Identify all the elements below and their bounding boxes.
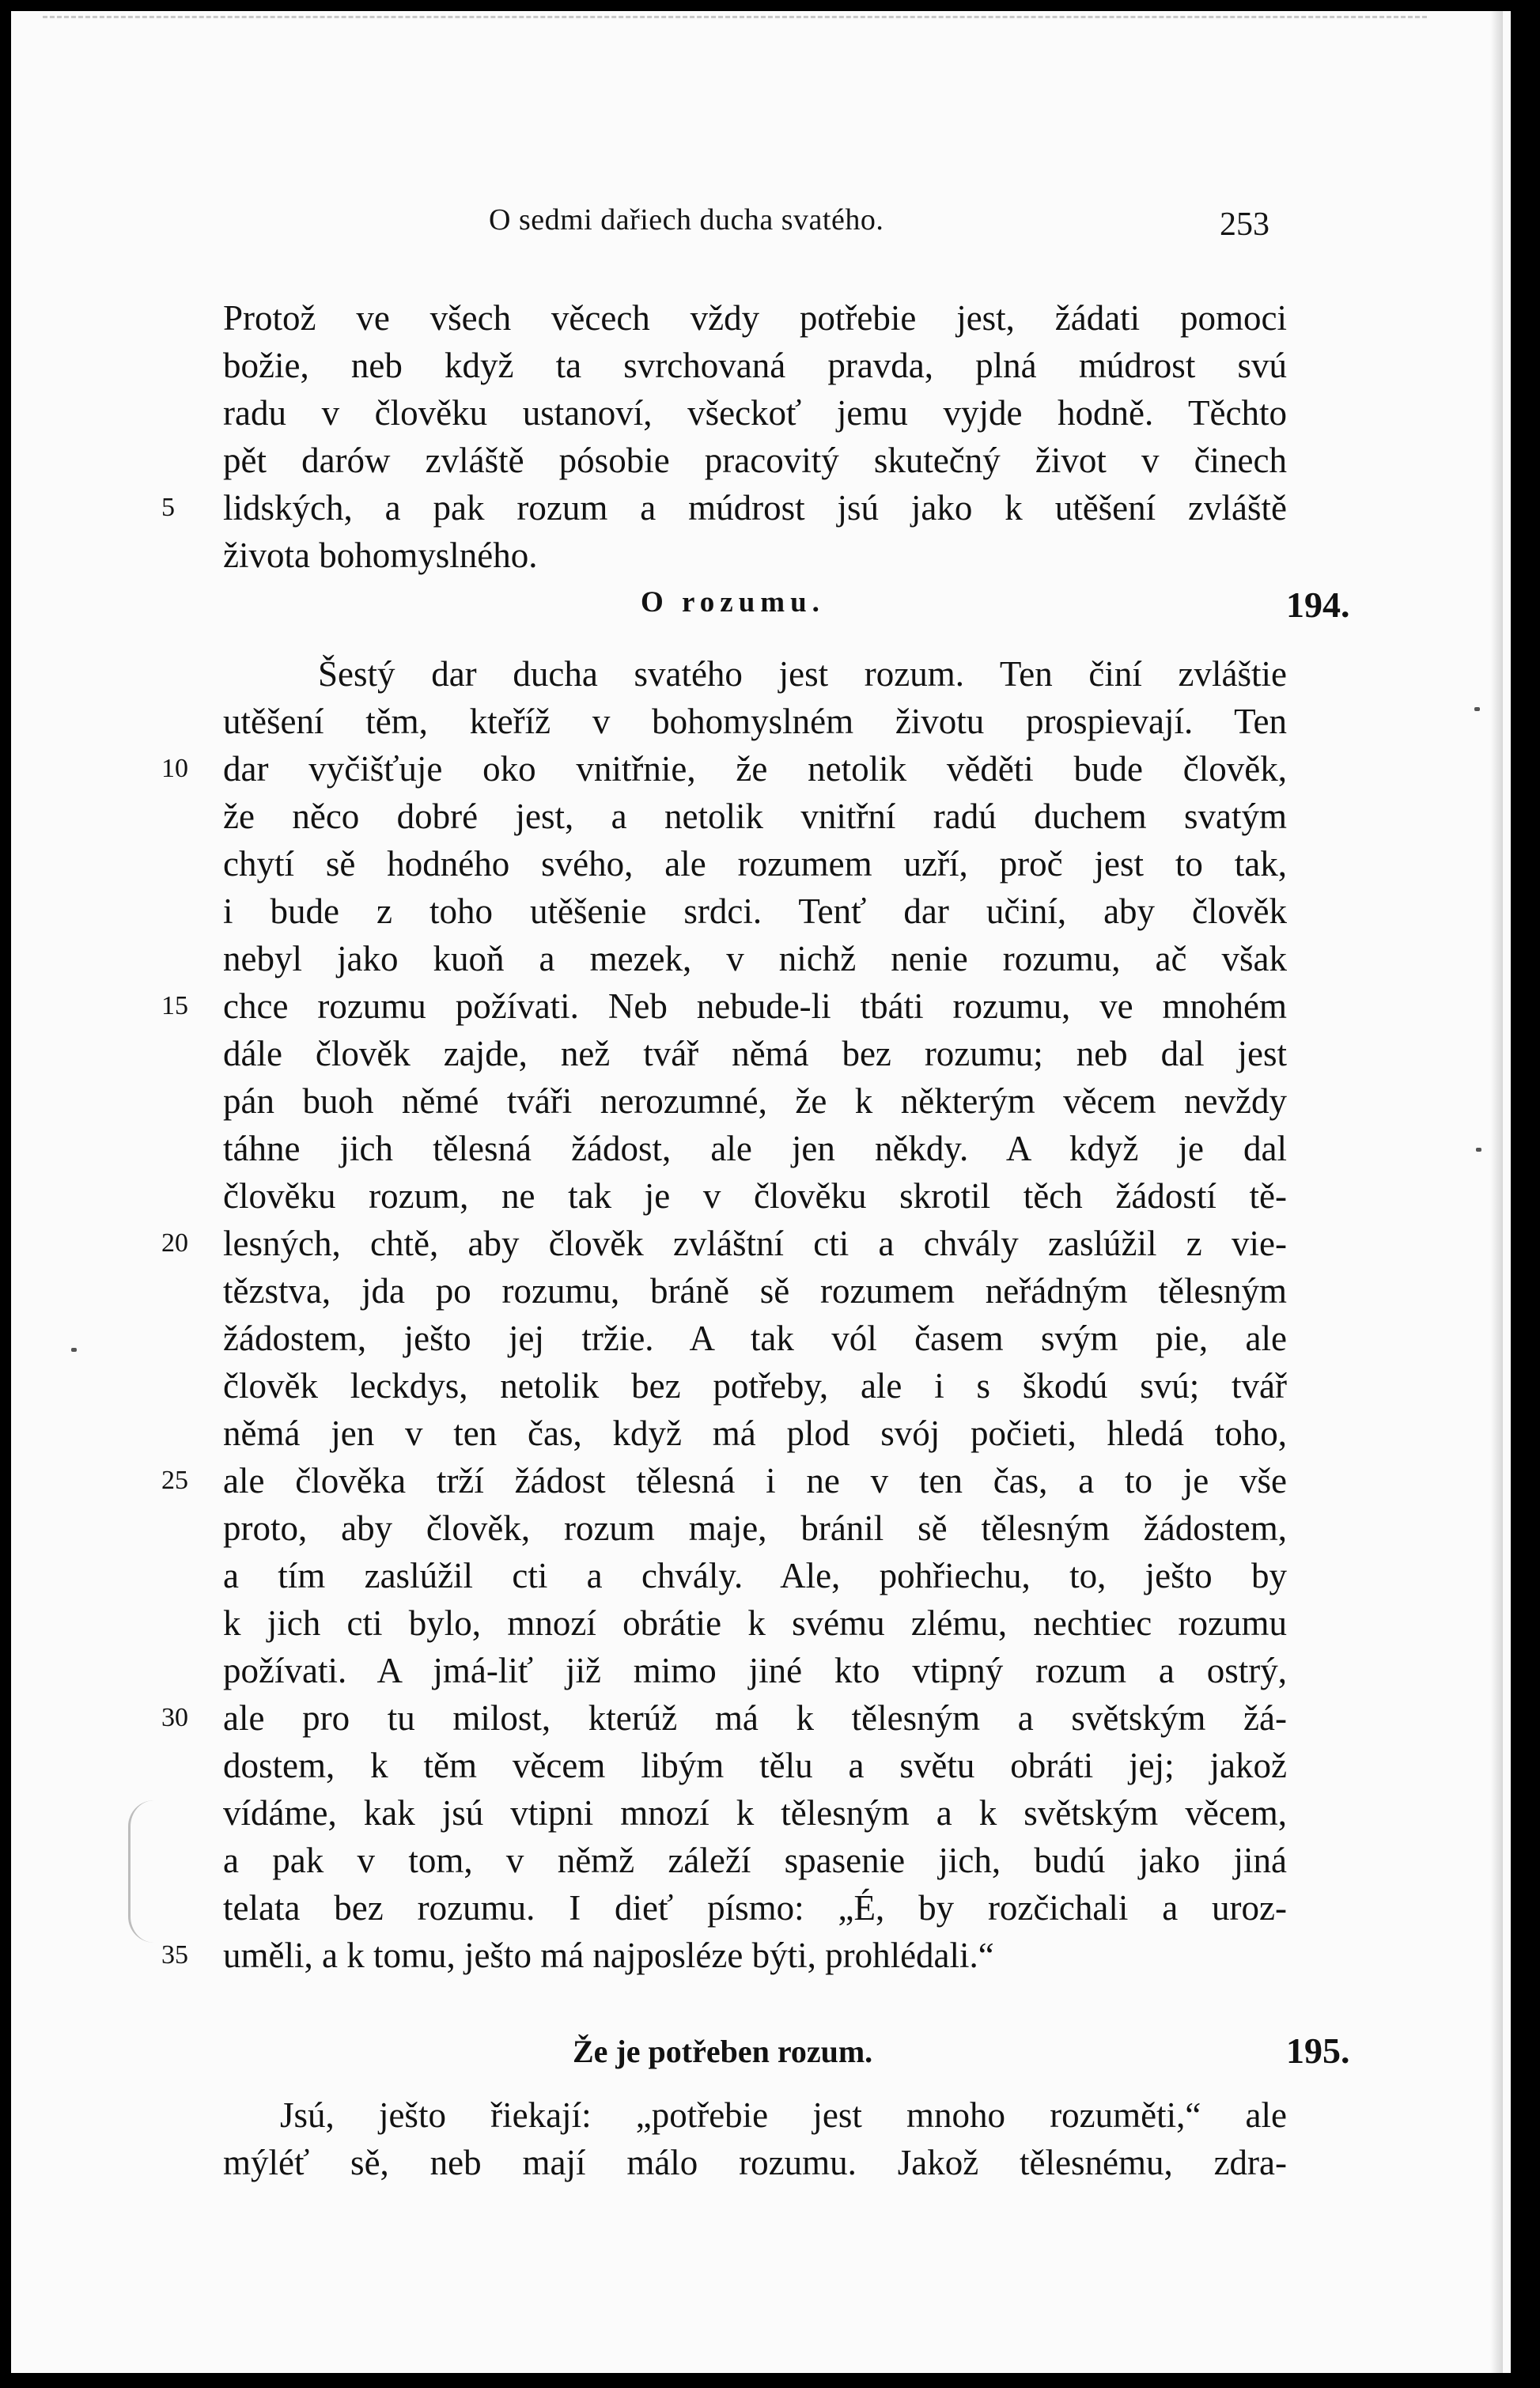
running-title: O sedmi dařiech ducha svatého. [489, 203, 884, 237]
section-title: O rozumu. [641, 586, 825, 619]
text-line: radu v člověku ustanoví, všeckoť jemu vyjde hodně. Těchto [223, 393, 1287, 433]
text-line: uměli, a k tomu, ještо má najposléze býti, prohlédali.“ [223, 1936, 994, 1975]
text-line: Protož ve všech věcech vždy potřebie jest, žádati pomoci [223, 298, 1287, 338]
text-line: a pak v tom, v němž záleží spasenie jich, budú jako jiná [223, 1841, 1287, 1880]
text-line: božie, neb když ta svrchovaná pravda, plná múdrost svú [223, 346, 1287, 385]
text-line: dostem, k těm věcem libým tělu a světu obráti jej; jakož [223, 1746, 1287, 1785]
text-line: žádostem, ještо jej tržie. A tak vól časem svým pie, ale [223, 1319, 1287, 1358]
section-number: 195. [1286, 2030, 1350, 2071]
line-number: 25 [161, 1466, 188, 1495]
text-line: němá jen v ten čas, když má plod svój počieti, hledá toho, [223, 1413, 1287, 1453]
text-line: utěšení těm, kteříž v bohomyslném životu prospievají. Ten [223, 702, 1287, 741]
line-number: 10 [161, 754, 188, 783]
line-number: 5 [161, 493, 175, 522]
text-line: že něco dobré jest, a netolik vnitřní radú duchem svatým [223, 797, 1287, 836]
line-number: 30 [161, 1703, 188, 1732]
text-line: člověk leckdys, netolik bez potřeby, ale i s škodú svú; tvář [223, 1366, 1287, 1406]
line-number: 15 [161, 991, 188, 1020]
text-line: lidských, a pak rozum a múdrost jsú jako k utěšení zvláště [223, 488, 1287, 528]
text-line: Jsú, ještо řiekají: „potřebie jest mnoho rozuměti,“ ale [280, 2095, 1287, 2135]
text-line: pán buoh němé tváři nerozumné, že k některým věcem nevždy [223, 1081, 1287, 1121]
text-line: Šestý dar ducha svatého jest rozum. Ten činí zvláštie [318, 654, 1287, 694]
line-number: 35 [161, 1940, 188, 1970]
body-text [11, 11, 1511, 2373]
text-line: nebyl jako kuoň a mezek, v nichž nenie rozumu, ač však [223, 939, 1287, 978]
text-line: ale člověka trží žádost tělesná i ne v ten čas, a to je vše [223, 1461, 1287, 1501]
text-line: k jich cti bylo, mnozí obrátie k svému zlému, nechtiec rozumu [223, 1603, 1287, 1643]
text-line: proto, aby člověk, rozum maje, bránil sě tělesným žádostem, [223, 1508, 1287, 1548]
text-line: života bohomyslného. [223, 536, 538, 575]
text-line: člověku rozum, ne tak je v člověku skrotil těch žádostí tě- [223, 1176, 1287, 1216]
text-line: i bude z toho utěšenie srdci. Tenť dar učiní, aby člověk [223, 891, 1287, 931]
text-line: pět darów zvláště pósobie pracovitý skutečný život v činech [223, 441, 1287, 480]
section-number: 194. [1286, 585, 1350, 625]
text-line: dar vyčišťuje oko vnitřnie, že netolik věděti bude člověk, [223, 749, 1287, 789]
text-line: dále člověk zajde, než tvář němá bez rozumu; neb dal jest [223, 1034, 1287, 1073]
section-title: Že je potřeben rozum. [573, 2034, 873, 2069]
text-line: lesných, chtě, aby člověk zvláštní cti a chvály zaslúžil z vie- [223, 1224, 1287, 1263]
text-line: chce rozumu požívati. Neb nebude-li tbáti rozumu, ve mnohém [223, 986, 1287, 1026]
text-line: požívati. A jmá-liť již mimo jiné kto vtipný rozum a ostrý, [223, 1651, 1287, 1690]
text-line: a tím zaslúžil cti a chvály. Ale, pohřiechu, to, ještо by [223, 1556, 1287, 1595]
book-page [11, 11, 1511, 2373]
text-line: telata bez rozumu. I dieť písmo: „É, by rozčichali a uroz- [223, 1888, 1287, 1928]
text-line: táhne jich tělesná žádost, ale jen někdy. A když je dal [223, 1129, 1287, 1168]
text-line: vídáme, kak jsú vtipni mnozí k tělesným a k světským věcem, [223, 1793, 1287, 1833]
text-line: tězstva, jda po rozumu, bráně sě rozumem neřádným tělesným [223, 1271, 1287, 1311]
line-number: 20 [161, 1228, 188, 1258]
text-line: mýléť sě, neb mají málo rozumu. Jakož tělesnému, zdra- [223, 2143, 1287, 2182]
text-line: chytí sě hodného svého, ale rozumem uzří, proč jest to tak, [223, 844, 1287, 884]
page-number: 253 [1220, 206, 1269, 243]
text-line: ale pro tu milost, kterúž má k tělesným a světským žá- [223, 1698, 1287, 1738]
